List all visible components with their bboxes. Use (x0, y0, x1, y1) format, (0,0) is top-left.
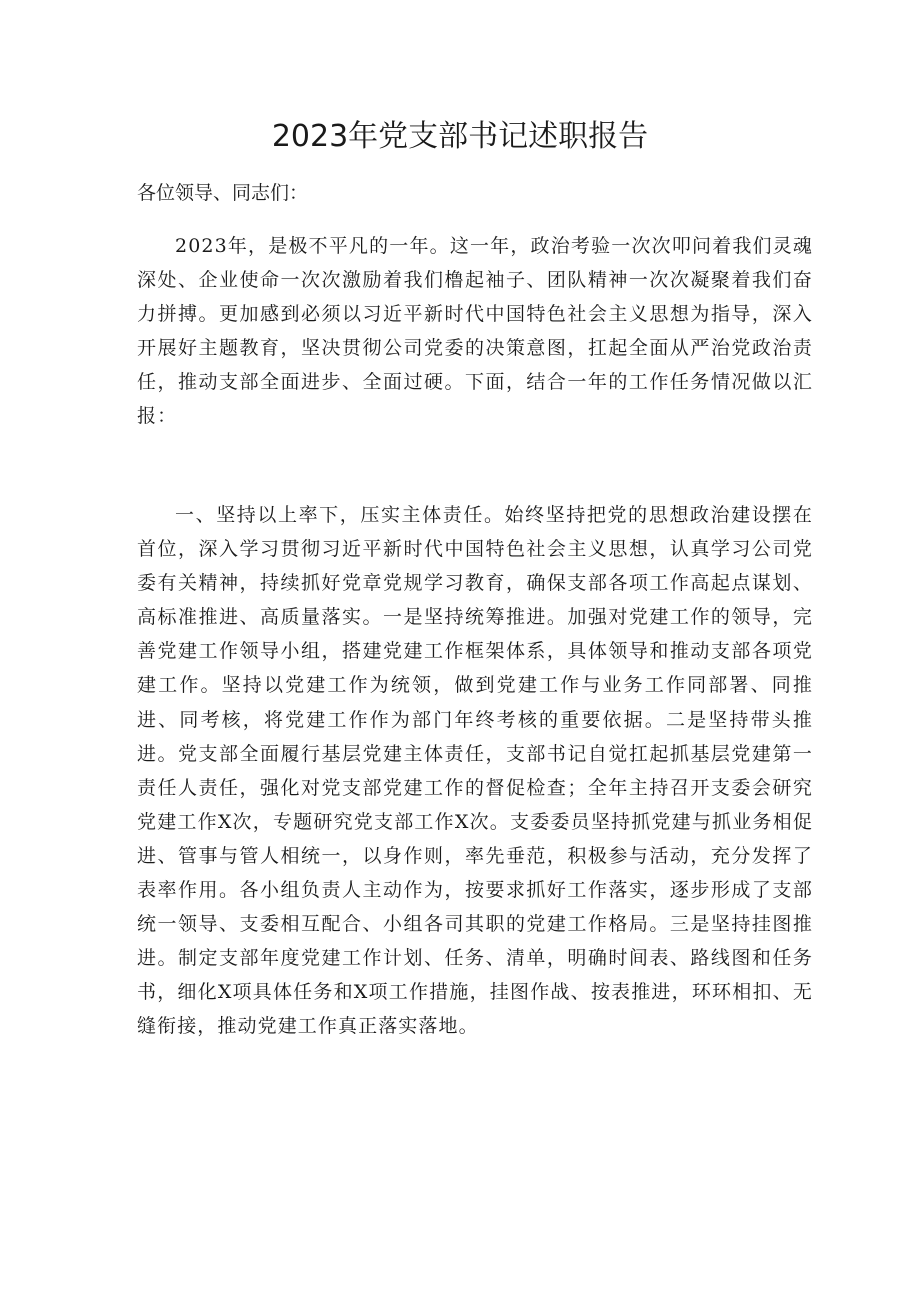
salutation: 各位领导、同志们： (137, 182, 309, 204)
paragraph-section-one: 一、坚持以上率下，压实主体责任。始终坚持把党的思想政治建设摆在首位，深入学习贯彻习近平新时代中国特色社会主义思想，认真学习公司党委有关精神，持续抓好党章党规学习教育，确保支部各项工作高起点谋划、高标准推进、高质量落实。一是坚持统筹推进。加强对党建工作的领导，完善党建工作领导小组，搭建党建工作框架体系，具体领导和推动支部各项党建工作。坚持以党建工作为统领，做到党建工作与业务工作同部署、同推进、同考核，将党建工作作为部门年终考核的重要依据。二是坚持带头推进。党支部全面履行基层党建主体责任，支部书记自觉扛起抓基层党建第一责任人责任，强化对党支部党建工作的督促检查；全年主持召开支委会研究党建工作X次，专题研究党支部工作X次。支委委员坚持抓党建与抓业务相促进、管事与管人相统一，以身作则，率先垂范，积极参与活动，充分发挥了表率作用。各小组负责人主动作为，按要求抓好工作落实，逐步形成了支部统一领导、支委相互配合、小组各司其职的党建工作格局。三是坚持挂图推进。制定支部年度党建工作计划、任务、清单，明确时间表、路线图和任务书，细化X项具体任务和X项工作措施，挂图作战、按表推进，环环相扣、无缝衔接，推动党建工作真正落实落地。 (137, 504, 813, 1038)
document-title: 2023年党支部书记述职报告 (271, 119, 649, 154)
paragraph-intro: 2023年，是极不平凡的一年。这一年，政治考验一次次叩问着我们灵魂深处、企业使命一次次激励着我们橹起袖子、团队精神一次次凝聚着我们奋力拼搏。更加感到必须以习近平新时代中国特色社会主义思想为指导，深入开展好主题教育，坚决贯彻公司党委的决策意图，扛起全面从严治党政治责任，推动支部全面进步、全面过硬。下面，结合一年的工作任务情况做以汇报： (137, 235, 813, 428)
